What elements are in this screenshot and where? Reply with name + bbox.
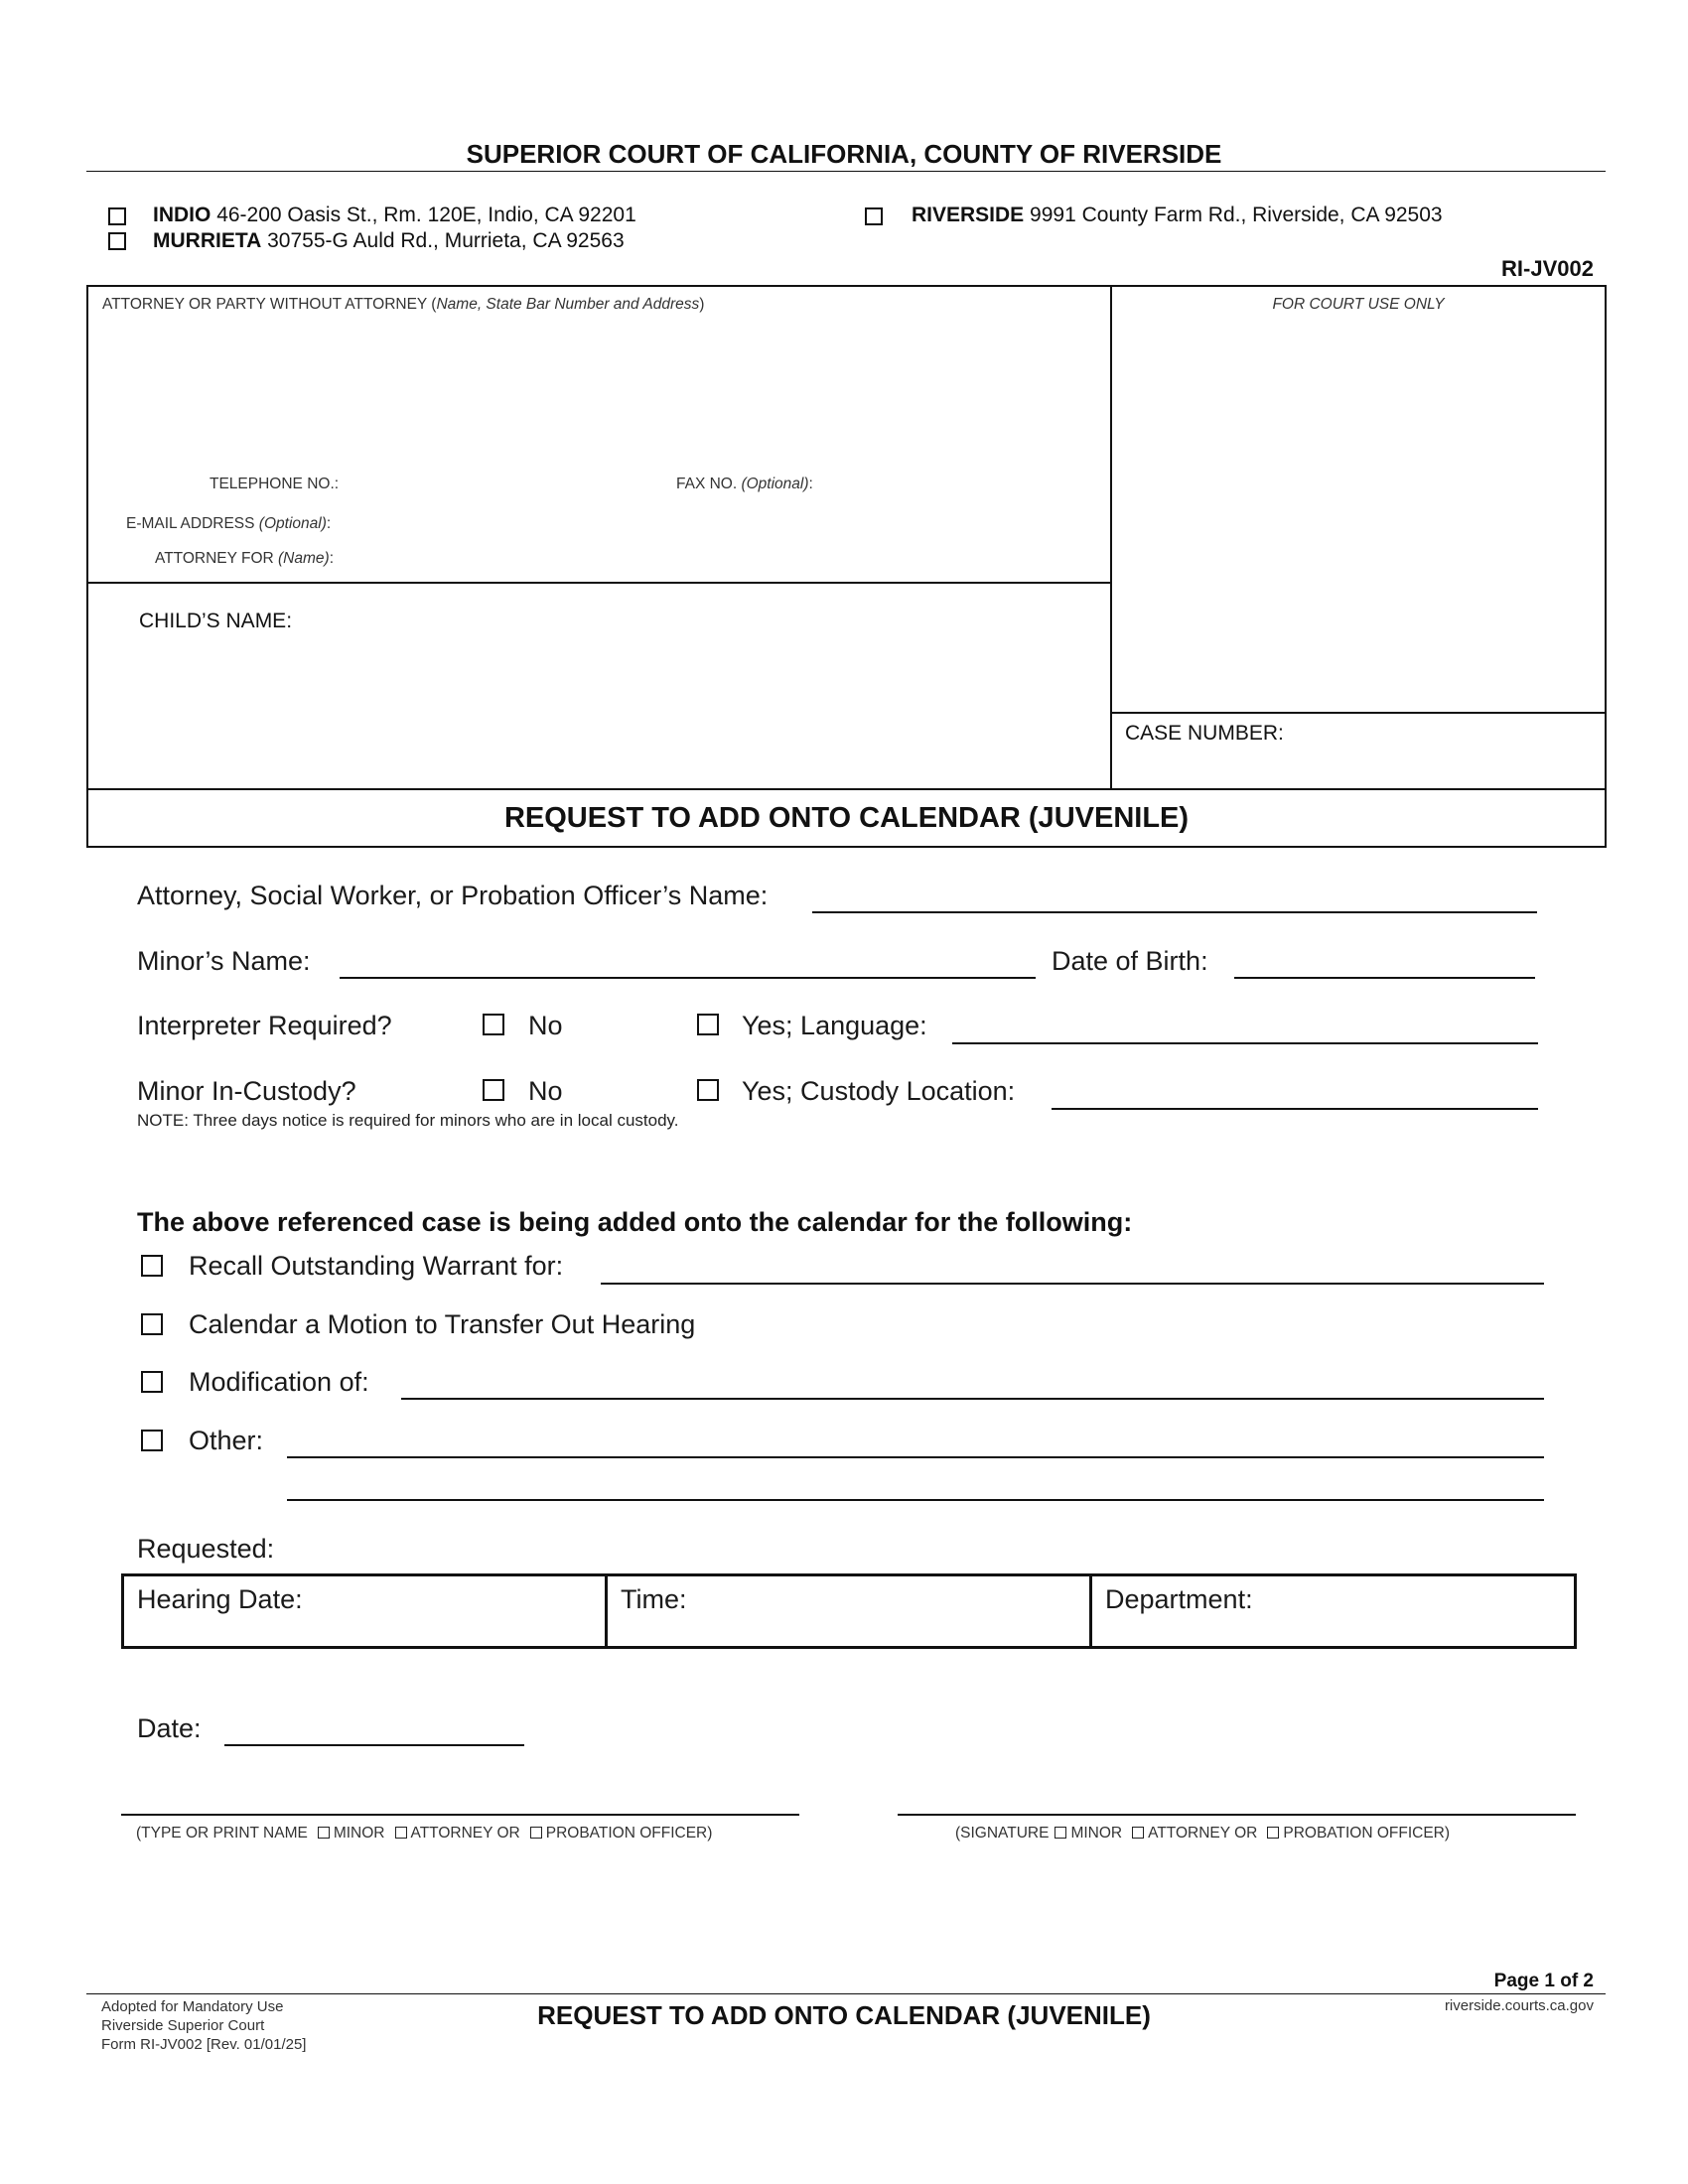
- time-cell[interactable]: Time:: [621, 1584, 687, 1614]
- minor-name-label: Minor’s Name:: [137, 946, 311, 976]
- other-input-line-2[interactable]: [287, 1499, 1544, 1501]
- page-number: Page 1 of 2: [1493, 1971, 1594, 1991]
- case-number-label: CASE NUMBER:: [1125, 722, 1284, 745]
- modification-input[interactable]: [401, 1398, 1544, 1400]
- custody-note: NOTE: Three days notice is required for minors who are in local custody.: [137, 1111, 679, 1130]
- sig-minor-checkbox[interactable]: [1055, 1827, 1066, 1839]
- custody-location-input[interactable]: [1052, 1108, 1538, 1110]
- court-use-label: FOR COURT USE ONLY: [1272, 296, 1445, 313]
- custody-no-checkbox[interactable]: [483, 1079, 504, 1101]
- footer-website[interactable]: riverside.courts.ca.gov: [1444, 1997, 1594, 2014]
- interpreter-no-checkbox[interactable]: [483, 1014, 504, 1035]
- footer-adopted-3: Form RI-JV002 [Rev. 01/01/25]: [101, 2036, 307, 2053]
- reasons-heading: The above referenced case is being added onto the calendar for the following:: [137, 1207, 1133, 1237]
- in-custody-label: Minor In-Custody?: [137, 1076, 356, 1106]
- print-name-caption: (TYPE OR PRINT NAME MINOR ATTORNEY OR PROBATION OFFICER): [136, 1825, 713, 1842]
- other-checkbox[interactable]: [141, 1430, 163, 1451]
- interpreter-yes-checkbox[interactable]: [697, 1014, 719, 1035]
- minor-name-input[interactable]: [340, 977, 1036, 979]
- murrieta-checkbox[interactable]: [108, 232, 126, 250]
- telephone-label: TELEPHONE NO.:: [210, 476, 340, 492]
- requested-label: Requested:: [137, 1534, 275, 1564]
- footer-title: REQUEST TO ADD ONTO CALENDAR (JUVENILE): [537, 2000, 1151, 2030]
- form-title: REQUEST TO ADD ONTO CALENDAR (JUVENILE): [503, 802, 1190, 834]
- custody-yes-label: Yes; Custody Location:: [742, 1076, 1016, 1106]
- transfer-out-label: Calendar a Motion to Transfer Out Hearing: [189, 1309, 696, 1339]
- other-label: Other:: [189, 1426, 264, 1455]
- recall-warrant-label: Recall Outstanding Warrant for:: [189, 1251, 564, 1281]
- dob-input[interactable]: [1234, 977, 1535, 979]
- attorney-for-label: ATTORNEY FOR (Name):: [155, 550, 334, 567]
- hearing-date-cell[interactable]: Hearing Date:: [137, 1584, 303, 1614]
- interpreter-label: Interpreter Required?: [137, 1011, 392, 1040]
- indio-location: INDIO 46-200 Oasis St., Rm. 120E, Indio, CA 92201: [153, 204, 636, 226]
- language-input[interactable]: [952, 1042, 1538, 1044]
- interpreter-no-label: No: [528, 1011, 563, 1040]
- riverside-checkbox[interactable]: [865, 207, 883, 225]
- requested-table: [121, 1573, 1577, 1649]
- fax-label: FAX NO. (Optional):: [676, 476, 813, 492]
- dob-label: Date of Birth:: [1052, 946, 1208, 976]
- other-input-line-1[interactable]: [287, 1456, 1544, 1458]
- signature-line[interactable]: [898, 1814, 1576, 1816]
- attorney-label: ATTORNEY OR PARTY WITHOUT ATTORNEY (Name, State Bar Number and Address): [102, 296, 705, 313]
- footer-rule: [86, 1993, 1606, 1994]
- email-label: E-MAIL ADDRESS (Optional):: [126, 515, 332, 532]
- transfer-out-checkbox[interactable]: [141, 1313, 163, 1335]
- custody-no-label: No: [528, 1076, 563, 1106]
- requested-divider-2: [1089, 1573, 1092, 1649]
- court-use-bottom-rule: [1110, 712, 1607, 714]
- print-probation-checkbox[interactable]: [530, 1827, 542, 1839]
- sig-probation-checkbox[interactable]: [1267, 1827, 1279, 1839]
- indio-checkbox[interactable]: [108, 207, 126, 225]
- date-input[interactable]: [224, 1744, 524, 1746]
- interpreter-yes-label: Yes; Language:: [742, 1011, 927, 1040]
- signature-caption: (SIGNATURE MINOR ATTORNEY OR PROBATION OFFICER): [955, 1825, 1451, 1842]
- recall-warrant-checkbox[interactable]: [141, 1255, 163, 1277]
- custody-yes-checkbox[interactable]: [697, 1079, 719, 1101]
- attorney-bottom-rule: [86, 582, 1110, 584]
- sig-attorney-checkbox[interactable]: [1132, 1827, 1144, 1839]
- header-rule: [86, 171, 1606, 172]
- modification-label: Modification of:: [189, 1367, 369, 1397]
- footer-adopted-1: Adopted for Mandatory Use: [101, 1998, 284, 2015]
- childs-name-label: CHILD’S NAME:: [139, 610, 293, 632]
- requested-divider-1: [605, 1573, 608, 1649]
- print-name-line[interactable]: [121, 1814, 799, 1816]
- date-label: Date:: [137, 1713, 202, 1743]
- print-attorney-checkbox[interactable]: [395, 1827, 407, 1839]
- officer-name-label: Attorney, Social Worker, or Probation Officer’s Name:: [137, 881, 769, 910]
- department-cell[interactable]: Department:: [1105, 1584, 1253, 1614]
- murrieta-location: MURRIETA 30755-G Auld Rd., Murrieta, CA 92563: [153, 229, 625, 252]
- print-minor-checkbox[interactable]: [318, 1827, 330, 1839]
- court-title: SUPERIOR COURT OF CALIFORNIA, COUNTY OF RIVERSIDE: [466, 139, 1222, 169]
- footer-adopted-2: Riverside Superior Court: [101, 2017, 265, 2034]
- caption-bottom-rule: [86, 788, 1607, 790]
- form-number: RI-JV002: [1501, 256, 1594, 281]
- riverside-location: RIVERSIDE 9991 County Farm Rd., Riverside, CA 92503: [912, 204, 1443, 226]
- officer-name-input[interactable]: [812, 911, 1537, 913]
- modification-checkbox[interactable]: [141, 1371, 163, 1393]
- recall-warrant-input[interactable]: [601, 1283, 1544, 1285]
